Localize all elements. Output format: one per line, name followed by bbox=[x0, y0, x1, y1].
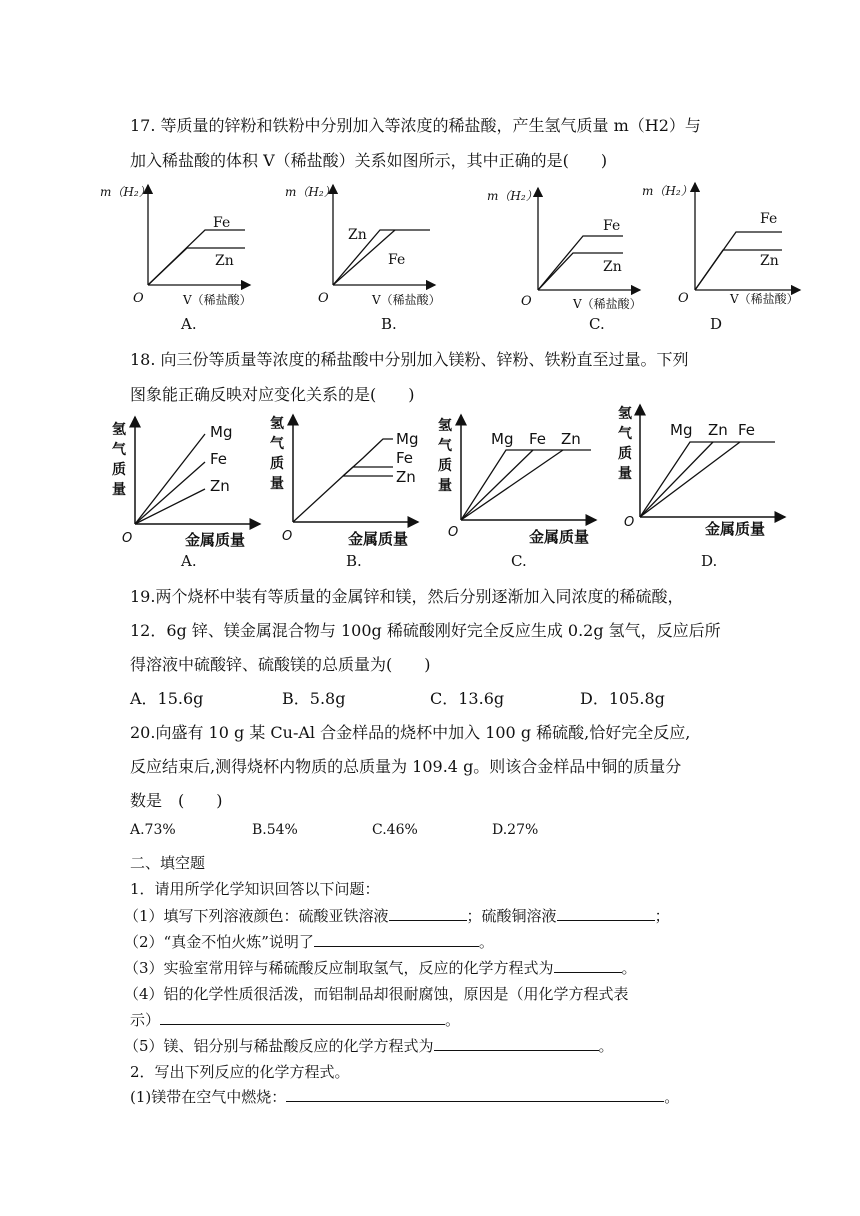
mg-label: Mg bbox=[210, 423, 233, 441]
fe-line bbox=[135, 462, 205, 524]
s2-q1-2-text-a: （2）“真金不怕火炼”说明了 bbox=[124, 933, 314, 951]
q20-option-d: D.27% bbox=[492, 822, 539, 838]
y-label-char: 氢 bbox=[438, 418, 452, 434]
mg-line bbox=[461, 450, 591, 520]
s2-q1-1-text-b: ；硫酸铜溶液 bbox=[466, 907, 557, 925]
s2-q1-5-text-b: 。 bbox=[598, 1037, 614, 1055]
s2-q1: 1．请用所学化学知识回答以下问题： bbox=[130, 880, 380, 898]
zn-label: Zn bbox=[215, 253, 234, 269]
y-label-char: 质 bbox=[112, 462, 126, 478]
zn-line bbox=[135, 489, 205, 524]
q19-option-d: D．105.8g bbox=[580, 689, 665, 708]
origin: O bbox=[521, 294, 532, 309]
s2-q1-3 bbox=[124, 957, 637, 978]
q17-graph-a-svg bbox=[95, 180, 270, 310]
answer-blank[interactable] bbox=[434, 1036, 599, 1051]
zn-label: Zn bbox=[396, 468, 416, 486]
x-label: V（稀盐酸） bbox=[183, 293, 252, 307]
fe-line bbox=[343, 467, 393, 476]
q18-graph-b bbox=[268, 410, 433, 550]
y-label-char: 质 bbox=[270, 456, 284, 472]
answer-blank[interactable] bbox=[314, 932, 479, 947]
s2-q1-1 bbox=[124, 905, 670, 926]
fe-label: Fe bbox=[738, 421, 756, 439]
q18-graph-b-svg bbox=[268, 410, 433, 550]
x-label: 金属质量 bbox=[529, 528, 590, 546]
x-label: 金属质量 bbox=[185, 531, 246, 549]
s2-q2-1-text-b: 。 bbox=[664, 1088, 680, 1106]
q18-line2: 图象能正确反映对应变化关系的是( ) bbox=[130, 385, 415, 404]
q17-graph-d bbox=[642, 175, 825, 306]
answer-blank[interactable] bbox=[160, 1010, 445, 1025]
q18-caption-b: B. bbox=[346, 552, 362, 570]
mg-label: Mg bbox=[670, 421, 693, 439]
answer-blank[interactable] bbox=[389, 906, 467, 921]
fe-line bbox=[640, 442, 740, 517]
q20-option-a: A.73% bbox=[130, 822, 176, 838]
s2-q1-4-line2 bbox=[130, 1009, 460, 1030]
answer-blank[interactable] bbox=[554, 958, 622, 973]
fe-label: Fe bbox=[396, 449, 414, 467]
zn-label: Zn bbox=[210, 477, 230, 495]
fe-label: Fe bbox=[760, 211, 778, 227]
s2-q2-1-text-a: (1)镁带在空气中燃烧： bbox=[130, 1088, 287, 1106]
q17-caption-b: B. bbox=[381, 315, 397, 333]
q17-graph-c-svg bbox=[485, 180, 660, 310]
zn-label: Zn bbox=[348, 227, 367, 243]
q17-caption-d: D bbox=[710, 315, 723, 333]
answer-blank[interactable] bbox=[557, 906, 655, 921]
y-label-char: 质 bbox=[438, 458, 452, 474]
origin: O bbox=[448, 525, 459, 540]
s2-q1-1-text-a: （1）填写下列溶液颜色：硫酸亚铁溶液 bbox=[124, 907, 389, 925]
q19-line3: 得溶液中硫酸锌、硫酸镁的总质量为( ) bbox=[130, 655, 431, 674]
q19-line2: 12．6g 锌、镁金属混合物与 100g 稀硫酸刚好完全反应生成 0.2g 氢气，反应后所 bbox=[130, 621, 721, 640]
s2-q2-1 bbox=[130, 1086, 679, 1107]
y-label-char: 氢 bbox=[112, 422, 126, 438]
y-label-char: 气 bbox=[270, 436, 284, 452]
mg-line bbox=[135, 434, 205, 524]
y-label-char: 量 bbox=[112, 482, 126, 498]
q19-line1: 19.两个烧杯中装有等质量的金属锌和镁，然后分别逐渐加入同浓度的稀硫酸， bbox=[130, 587, 684, 606]
q18-graph-a bbox=[110, 412, 270, 552]
zn-label: Zn bbox=[561, 430, 581, 448]
q17-caption-c: C. bbox=[589, 315, 605, 333]
s2-q1-3-text-b: 。 bbox=[621, 959, 637, 977]
q17-graph-b bbox=[280, 180, 455, 310]
q19-option-b: B．5.8g bbox=[282, 689, 346, 708]
q20-line3: 数是 ( ) bbox=[130, 791, 223, 810]
origin: O bbox=[318, 291, 329, 306]
fe-label: Fe bbox=[210, 450, 228, 468]
s2-q1-5 bbox=[124, 1035, 614, 1056]
y-label-char: 气 bbox=[438, 438, 452, 454]
mg-label: Mg bbox=[396, 430, 419, 448]
x-label: 金属质量 bbox=[348, 530, 409, 548]
y-label: m（H₂） bbox=[642, 184, 693, 198]
s2-q1-2 bbox=[124, 931, 494, 952]
y-label-char: 氢 bbox=[618, 406, 632, 422]
s2-q1-1-text-c: ； bbox=[654, 907, 670, 925]
zn-label: Zn bbox=[603, 259, 622, 275]
fe-label: Fe bbox=[213, 215, 231, 231]
fe-label: Fe bbox=[529, 430, 547, 448]
answer-blank[interactable] bbox=[286, 1087, 664, 1102]
q17-line1: 17. 等质量的锌粉和铁粉中分别加入等浓度的稀盐酸，产生氢气质量 m（H2）与 bbox=[130, 116, 701, 135]
section2-title: 二、填空题 bbox=[130, 854, 206, 872]
y-label-char: 质 bbox=[618, 446, 632, 462]
s2-q1-4-line1: （4）铝的化学性质很活泼，而铝制品却很耐腐蚀，原因是（用化学方程式表 bbox=[124, 985, 629, 1003]
q20-option-b: B.54% bbox=[252, 822, 298, 838]
x-label: 金属质量 bbox=[705, 520, 766, 538]
y-label-char: 气 bbox=[112, 442, 126, 458]
q20-line1: 20.向盛有 10 g 某 Cu-Al 合金样品的烧杯中加入 100 g 稀硫酸,恰好完全反应, bbox=[130, 723, 691, 742]
y-label: m（H₂） bbox=[100, 185, 151, 199]
y-label-char: 氢 bbox=[270, 416, 284, 432]
origin: O bbox=[122, 531, 133, 546]
q18-graph-d-svg bbox=[610, 400, 790, 545]
y-label-char: 气 bbox=[618, 426, 632, 442]
q18-graph-a-svg bbox=[110, 412, 270, 552]
x-label: V（稀盐酸） bbox=[730, 292, 799, 306]
q17-caption-a: A. bbox=[181, 315, 197, 333]
q18-line1: 18. 向三份等质量等浓度的稀盐酸中分别加入镁粉、锌粉、铁粉直至过量。下列 bbox=[130, 350, 689, 369]
q17-graph-c bbox=[485, 180, 660, 310]
q18-caption-a: A. bbox=[181, 552, 197, 570]
q18-graph-c-svg bbox=[436, 410, 606, 550]
q17-line2: 加入稀盐酸的体积 V（稀盐酸）关系如图所示，其中正确的是( ) bbox=[130, 151, 608, 170]
q19-option-c: C．13.6g bbox=[430, 689, 505, 708]
q18-graph-d bbox=[610, 400, 790, 545]
mg-label: Mg bbox=[491, 430, 514, 448]
y-label: m（H₂） bbox=[487, 189, 538, 203]
origin: O bbox=[678, 291, 689, 306]
s2-q1-2-text-b: 。 bbox=[478, 933, 494, 951]
fe-label: Fe bbox=[603, 218, 621, 234]
s2-q2: 2．写出下列反应的化学方程式。 bbox=[130, 1063, 350, 1081]
mg-line bbox=[640, 442, 775, 517]
x-label: V（稀盐酸） bbox=[372, 293, 441, 307]
q20-option-c: C.46% bbox=[372, 822, 418, 838]
zn-line bbox=[461, 450, 563, 520]
q20-line2: 反应结束后,测得烧杯内物质的总质量为 109.4 g。则该合金样品中铜的质量分 bbox=[130, 757, 682, 776]
q18-graph-c bbox=[436, 410, 606, 550]
zn-label: Zn bbox=[760, 253, 779, 269]
origin: O bbox=[133, 291, 144, 306]
fe-label: Fe bbox=[388, 252, 406, 268]
zn-label: Zn bbox=[708, 421, 728, 439]
q17-graph-d-svg bbox=[642, 175, 825, 306]
y-label-char: 量 bbox=[618, 466, 632, 482]
q17-graph-a bbox=[95, 180, 270, 310]
y-label-char: 量 bbox=[438, 478, 452, 494]
s2-q1-5-text-a: （5）镁、铝分别与稀盐酸反应的化学方程式为 bbox=[124, 1037, 434, 1055]
q19-option-a: A．15.6g bbox=[130, 689, 204, 708]
origin: O bbox=[624, 515, 635, 530]
s2-q1-4-text-b: 示） bbox=[130, 1011, 161, 1029]
origin: O bbox=[282, 529, 293, 544]
mg-line bbox=[293, 439, 393, 522]
s2-q1-3-text-a: （3）实验室常用锌与稀硫酸反应制取氢气，反应的化学方程式为 bbox=[124, 959, 554, 977]
s2-q1-4-text-c: 。 bbox=[445, 1011, 461, 1029]
x-label: V（稀盐酸） bbox=[573, 297, 642, 311]
y-label: m（H₂） bbox=[285, 185, 336, 199]
zn-line bbox=[640, 442, 713, 517]
q18-caption-c: C. bbox=[511, 552, 527, 570]
q18-caption-d: D. bbox=[701, 552, 718, 570]
q17-graph-b-svg bbox=[280, 180, 455, 310]
y-label-char: 量 bbox=[270, 476, 284, 492]
fe-line bbox=[461, 450, 533, 520]
